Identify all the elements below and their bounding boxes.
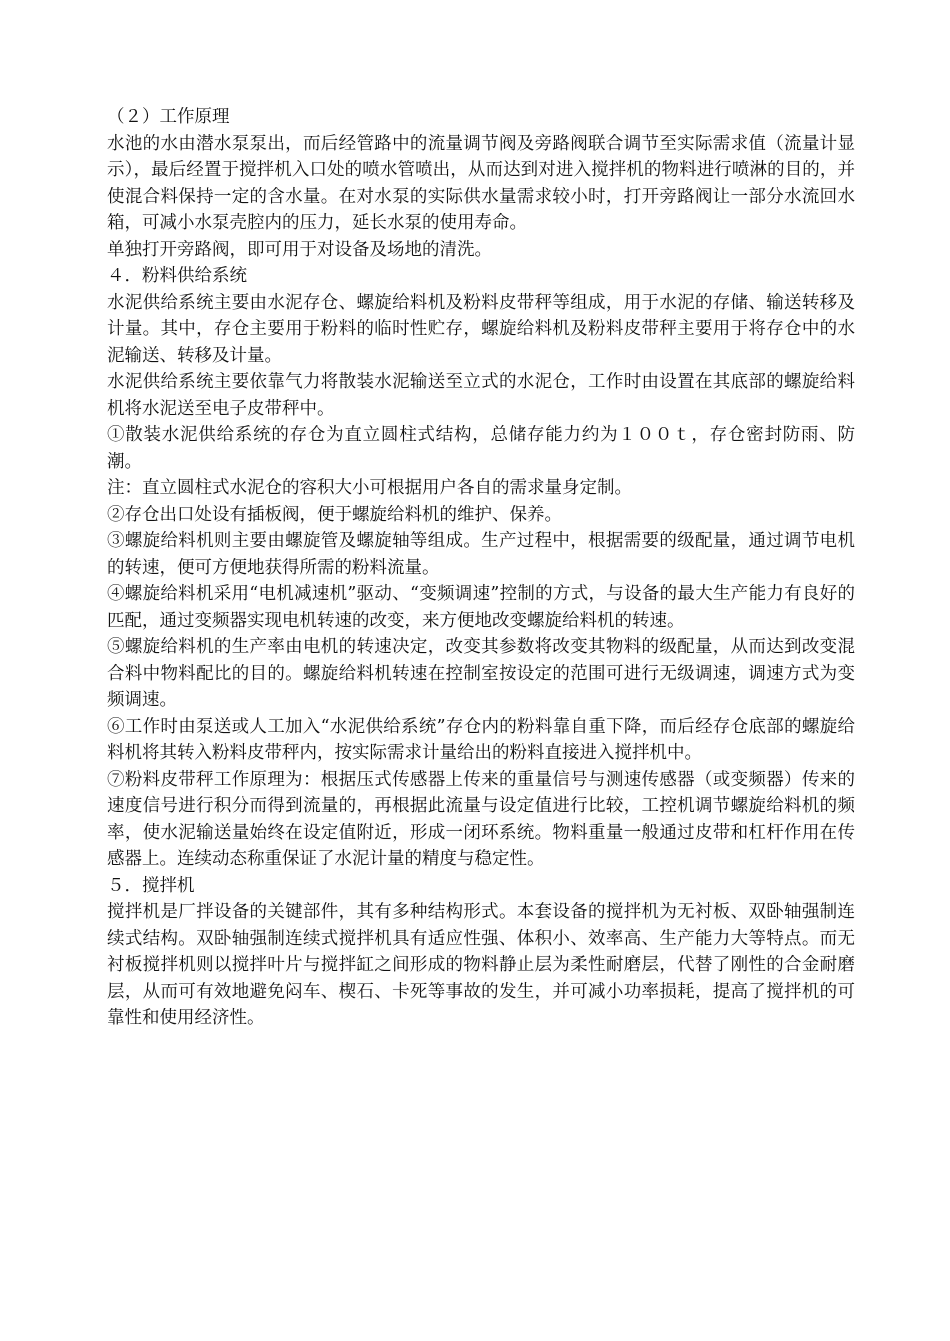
- paragraph-mixer-description: 搅拌机是厂拌设备的关键部件，其有多种结构形式。本套设备的搅拌机为无衬板、双卧轴强制连续式结构。双卧轴强制连续式搅拌机具有适应性强、体积小、效率高、生产能力大等特点。而无衬板搅拌机则以搅拌叶片与搅拌缸之间形成的物料静止层为柔性耐磨层，代替了刚性的合金耐磨层，从而可有效地避免闷车、楔石、卡死等事故的发生，并可减小功率损耗，提高了搅拌机的可靠性和使用经济性。: [107, 902, 855, 1028]
- paragraph-water-pump-principle: 水池的水由潜水泵泵出，而后经管路中的流量调节阀及旁路阀联合调节至实际需求值（流量计显示），最后经置于搅拌机入口处的喷水管喷出，从而达到对进入搅拌机的物料进行喷淋的目的，并使混合料保持一定的含水量。在对水泵的实际供水量需求较小时，打开旁路阀让一部分水流回水箱，可减小水泵壳腔内的压力，延长水泵的使用寿命。: [107, 133, 855, 233]
- section-heading-powder-supply: ４．粉料供给系统: [107, 266, 247, 286]
- paragraph-item-3-screw-feeder: ③螺旋给料机则主要由螺旋管及螺旋轴等组成。生产过程中，根据需要的级配量，通过调节电机的转速，便可方便地获得所需的粉料流量。: [107, 531, 855, 578]
- paragraph-item-5-productivity: ⑤螺旋给料机的生产率由电机的转速决定，改变其参数将改变其物料的级配量，从而达到改变混合料中物料配比的目的。螺旋给料机转速在控制室按设定的范围可进行无级调速，调速方式为变频调速。: [107, 637, 855, 710]
- section-heading-mixer: ５．搅拌机: [107, 875, 195, 896]
- paragraph-item-2-gate-valve: ②存仓出口处设有插板阀，便于螺旋给料机的维护、保养。: [107, 504, 562, 525]
- paragraph-note-silo-volume: 注：直立圆柱式水泥仓的容积大小可根据用户各自的需求量身定制。: [107, 478, 632, 498]
- paragraph-cement-supply-composition: 水泥供给系统主要由水泥存仓、螺旋给料机及粉料皮带秤等组成，用于水泥的存储、输送转移及计量。其中，存仓主要用于粉料的临时性贮存，螺旋给料机及粉料皮带秤主要用于将存仓中的水泥输送、转移及计量。: [107, 292, 855, 366]
- paragraph-item-6-operation: ⑥工作时由泵送或人工加入“水泥供给系统”存仓内的粉料靠自重下降，而后经存仓底部的螺旋给料机将其转入粉料皮带秤内，按实际需求计量给出的粉料直接进入搅拌机中。: [107, 716, 855, 763]
- paragraph-item-7-belt-scale: ⑦粉料皮带秤工作原理为：根据压式传感器上传来的重量信号与测速传感器（或变频器）传来的速度信号进行积分而得到流量的，再根据此流量与设定值进行比较，工控机调节螺旋给料机的频率，使水泥输送量始终在设定值附近，形成一闭环系统。物料重量一般通过皮带和杠杆作用在传感器上。连续动态称重保证了水泥计量的精度与稳定性。: [107, 769, 855, 869]
- paragraph-bypass-cleaning: 单独打开旁路阀，即可用于对设备及场地的清洗。: [107, 239, 492, 260]
- paragraph-item-1-silo: ①散装水泥供给系统的存仓为直立圆柱式结构，总储存能力约为１００ｔ，存仓密封防雨、防潮。: [107, 425, 855, 472]
- document-page: [107, 104, 855, 1032]
- paragraph-cement-supply-pneumatic: 水泥供给系统主要依靠气力将散装水泥输送至立式的水泥仓，工作时由设置在其底部的螺旋给料机将水泥送至电子皮带秤中。: [107, 372, 855, 419]
- section-heading-working-principle: （２）工作原理: [107, 107, 230, 127]
- paragraph-item-4-drive: ④螺旋给料机采用“电机减速机”驱动、“变频调速”控制的方式，与设备的最大生产能力有良好的匹配，通过变频器实现电机转速的改变，来方便地改变螺旋给料机的转速。: [107, 584, 855, 631]
